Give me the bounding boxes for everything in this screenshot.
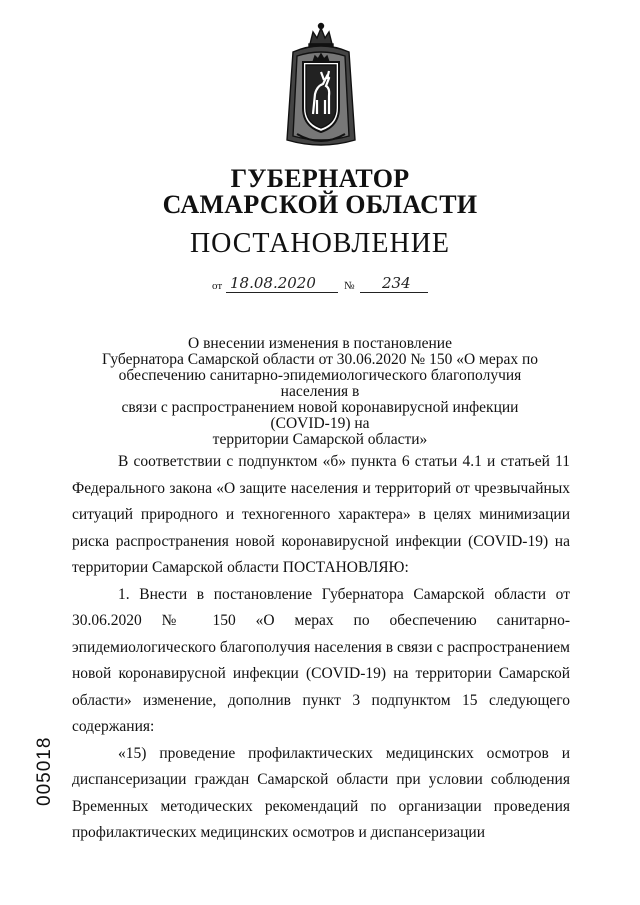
organization-title-line-1: ГУБЕРНАТОР xyxy=(230,164,410,193)
number-underline xyxy=(360,292,428,293)
date-number-line xyxy=(212,274,442,294)
date-value: 18.08.2020 xyxy=(230,274,316,292)
document-subject xyxy=(90,336,550,448)
subject-line: территории Самарской области» xyxy=(212,431,428,448)
number-label: № xyxy=(344,280,355,292)
document-body xyxy=(72,449,570,847)
registration-stamp: 005018 xyxy=(34,736,55,806)
subject-line: Губернатора Самарской области от 30.06.2020 № 150 «О мерах по xyxy=(101,351,539,368)
body-paragraph: 1. Внести в постановление Губернатора Самарской области от 30.06.2020 № 150 «О мерах по обеспечению санитарно-эпидемиологического благополучия населения в связи с распространением новой коронавирусной инфекции (COVID-19) на территории Самарской области» изменение, дополнив пункт 3 подпунктом 15 следующего содержания: xyxy=(72,585,570,735)
number-value: 234 xyxy=(382,274,411,292)
body-paragraph: «15) проведение профилактических медицинских осмотров и диспансеризации граждан Самарской области при условии соблюдения Временных методических рекомендаций по организации проведения профилактических медицинских осмотров и диспансеризации xyxy=(72,744,570,841)
subject-line: обеспечению санитарно-эпидемиологического благополучия населения в xyxy=(118,367,522,400)
coat-of-arms-emblem xyxy=(283,22,359,152)
date-underline xyxy=(226,292,338,293)
organization-title-line-2: САМАРСКОЙ ОБЛАСТИ xyxy=(162,190,478,219)
date-label: от xyxy=(212,280,223,292)
subject-line: связи с распространением новой коронавирусной инфекции (COVID-19) на xyxy=(121,399,519,432)
subject-line: О внесении изменения в постановление xyxy=(188,335,452,352)
body-paragraph: В соответствии с подпунктом «б» пункта 6 статьи 4.1 и статьей 11 Федерального закона «О защите населения и территорий от чрезвычайных ситуаций природного и техногенного характера» в целях минимизации риска распространения новой коронавирусной инфекции (COVID-19) на территории Самарской области ПОСТАНОВЛЯЮ: xyxy=(72,453,570,576)
document-type: ПОСТАНОВЛЕНИЕ xyxy=(189,228,451,259)
